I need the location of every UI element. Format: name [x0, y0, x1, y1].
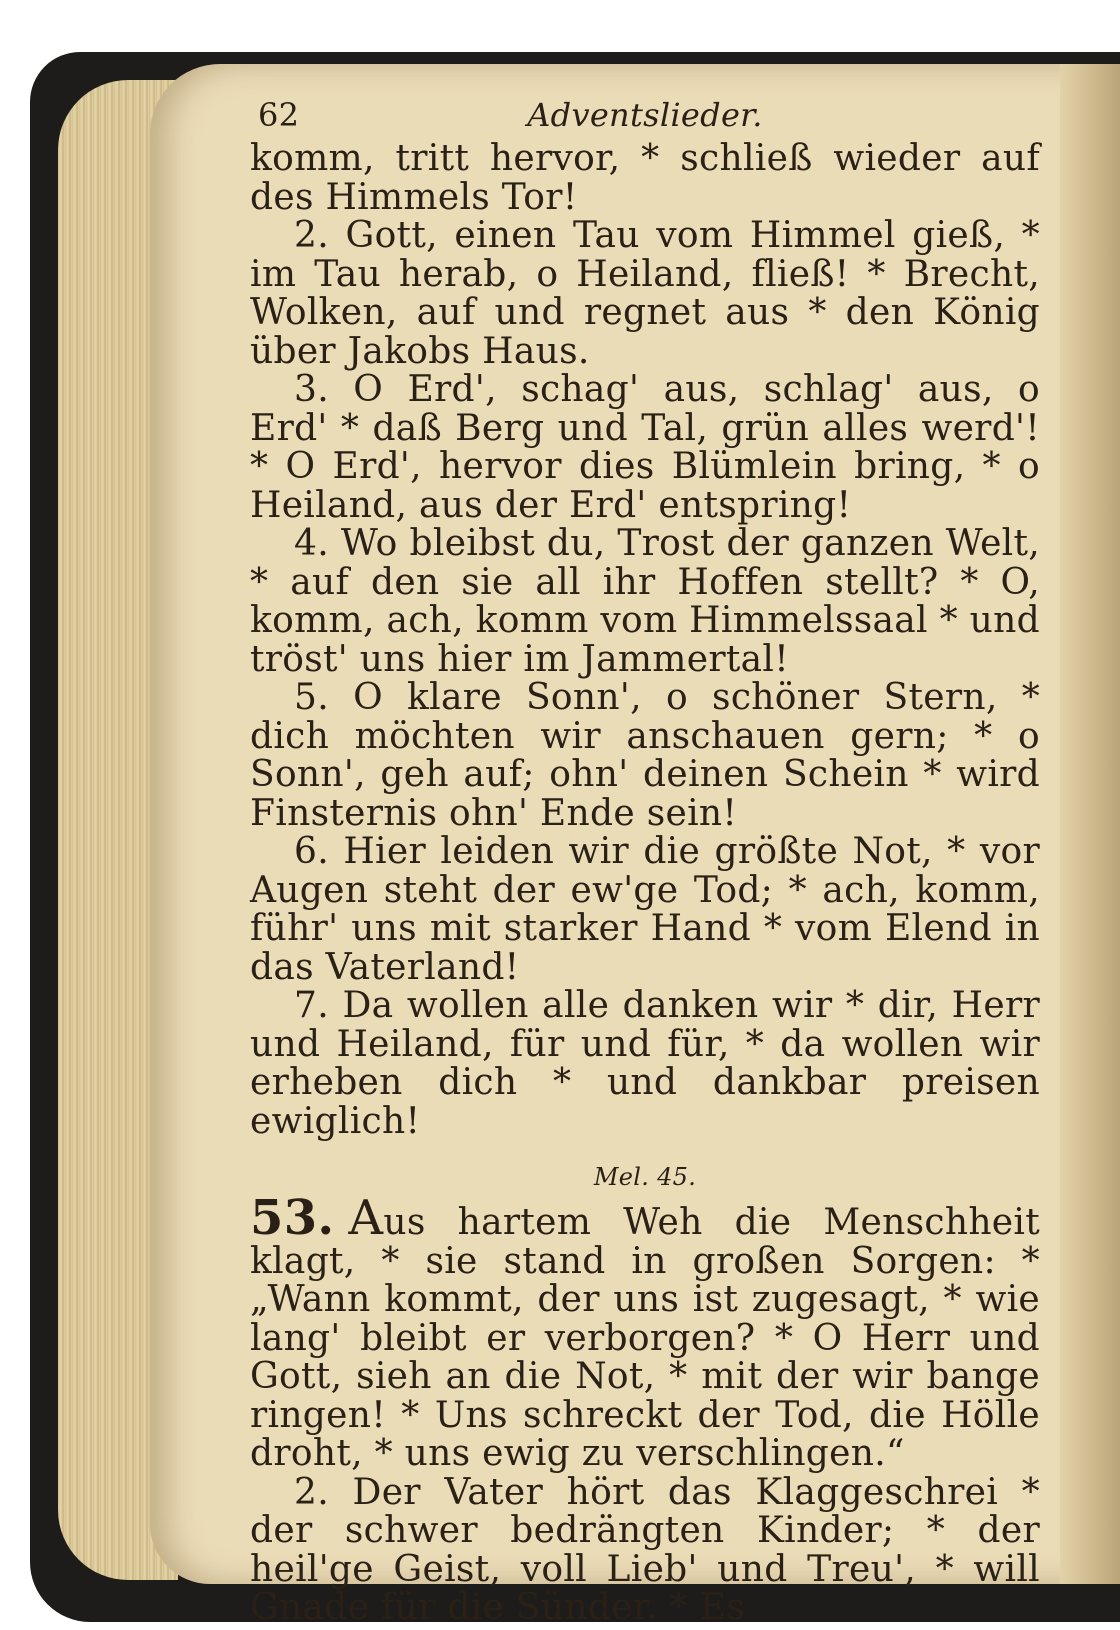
hymn-53	[250, 1190, 1040, 1628]
verse-2: 2. Gott, einen Tau vom Himmel gieß, * im Tau herab, o Heiland, fließ! * Brecht, Wolken, auf und regnet aus * den König über Jakobs Haus.	[250, 215, 1040, 372]
page-number: 62	[258, 96, 300, 134]
running-title: Adventslieder.	[527, 96, 763, 134]
verse-4: 4. Wo bleibst du, Trost der ganzen Welt, * auf den sie all ihr Hoffen stellt? * O, komm, ach, komm vom Himmelssaal * und tröst' uns hier im Jammertal!	[250, 523, 1040, 680]
verse-5: 5. O klare Sonn', o schöner Stern, * dich möchten wir anschauen gern; * o Sonn', geh auf; ohn' deinen Schein * wird Finsternis ohn' Ende sein!	[250, 677, 1040, 834]
verse-1	[250, 1190, 1040, 1474]
verse-7: 7. Da wollen alle danken wir * dir, Herr und Heiland, für und für, * da wollen wir erheben dich * und dankbar preisen ewiglich!	[250, 985, 1040, 1142]
hymn-number: 53.	[250, 1190, 335, 1246]
verse-1-text: us hartem Weh die Menschheit klagt, * sie stand in großen Sorgen: * „Wann kommt, der uns ist zugesagt, * wie lang' bleibt er verborgen? * O Herr und Gott, sieh an die Not, * mit der wir bange ringen! * Uns schreckt der Tod, die Hölle droht, * uns ewig zu verschlingen.“	[250, 1202, 1040, 1474]
verse-3: 3. O Erd', schag' aus, schlag' aus, o Erd' * daß Berg und Tal, grün alles werd'! * O Erd', hervor dies Blümlein bring, * o Heiland, aus der Erd' entspring!	[250, 369, 1040, 526]
verse-2: 2. Der Vater hört das Klaggeschrei * der schwer bedrängten Kinder; * der heil'ge Geist, voll Lieb' und Treu', * will Gnade für die Sünder. * Es	[250, 1471, 1040, 1628]
verse-6: 6. Hier leiden wir die größte Not, * vor Augen steht der ew'ge Tod; * ach, komm, führ' uns mit starker Hand * vom Elend in das Vaterland!	[250, 831, 1040, 988]
page-gutter	[1060, 64, 1120, 1584]
page-header	[250, 90, 1040, 140]
melody-reference: Mel. 45.	[593, 1163, 697, 1191]
verse-continuation: komm, tritt hervor, * schließ wieder auf des Himmels Tor!	[250, 138, 1040, 218]
hymn-52	[250, 140, 1040, 1141]
page-text	[250, 90, 1040, 1628]
initial-letter: A	[348, 1190, 384, 1246]
